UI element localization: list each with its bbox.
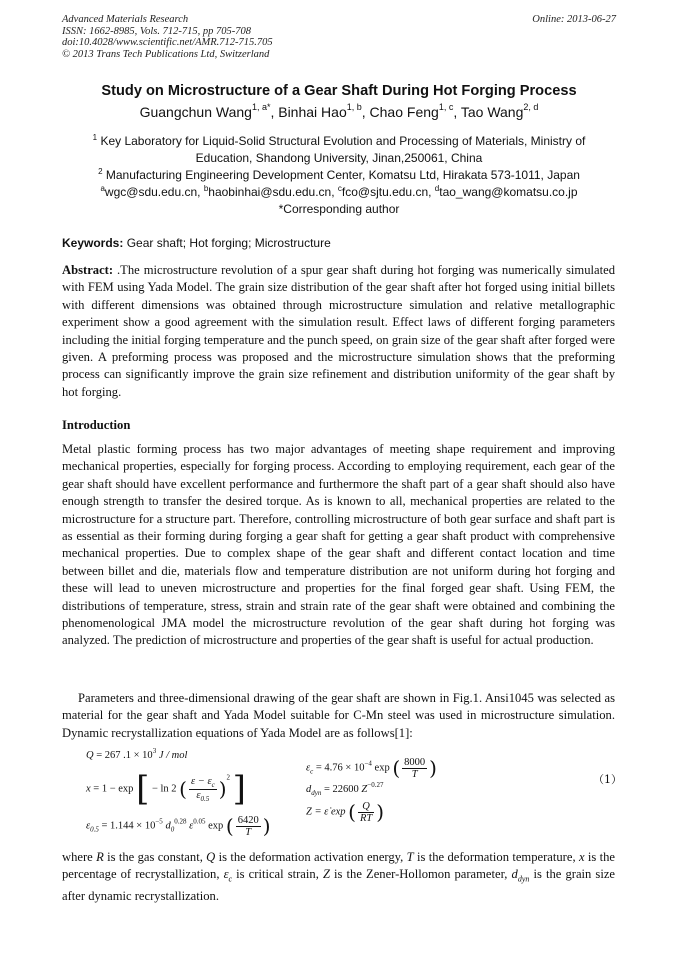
journal-name: Advanced Materials Research xyxy=(62,14,189,25)
eq-subscript: c xyxy=(310,767,314,776)
affiliation-1 xyxy=(0,133,678,167)
equation-ddyn xyxy=(306,781,383,797)
eq-fraction xyxy=(189,776,217,803)
affiliation-sup: 1 xyxy=(92,133,98,142)
email-address: haobinhai@sdu.edu.cn, xyxy=(208,185,338,199)
eq-symbol: Z xyxy=(361,784,368,795)
abstract-label: Abstract: xyxy=(62,263,114,277)
text-run: is the deformation activation energy, xyxy=(215,850,407,864)
eq-denominator: T xyxy=(411,768,418,780)
keywords-label: Keywords: xyxy=(62,236,124,250)
equation-ec xyxy=(306,756,437,780)
eq-paren: ( xyxy=(179,777,187,801)
doi-line: doi:10.4028/www.scientific.net/AMR.712-715.705 xyxy=(62,37,273,48)
text-run: is critical strain, xyxy=(232,867,323,882)
eq-symbol: ε xyxy=(306,762,311,774)
eq-paren: ( xyxy=(348,800,356,824)
email-sup: b xyxy=(203,184,209,193)
copyright-line: © 2013 Trans Tech Publications Ltd, Switzerland xyxy=(62,48,270,60)
eq-text: = 22600 xyxy=(323,784,359,795)
eq-fraction xyxy=(236,815,261,838)
eq-subscript: c xyxy=(211,780,215,789)
email-list xyxy=(0,184,678,201)
text-run: where xyxy=(62,850,97,864)
eq-denominator: T xyxy=(245,826,252,838)
eq-exponent: 2 xyxy=(226,773,231,782)
eq-text: = 267 .1 × 10 xyxy=(96,750,153,761)
affiliation-text: Key Laboratory for Liquid-Solid Structural Evolution and Processing of Materials, Ministry of xyxy=(100,134,586,148)
email-sup: d xyxy=(434,184,440,193)
email-sup: c xyxy=(337,184,342,193)
author-sup: 1, a* xyxy=(251,102,271,112)
eq-numerator: 8000 xyxy=(404,756,426,768)
running-header xyxy=(62,14,616,60)
email-address: wgc@sdu.edu.cn, xyxy=(104,185,204,199)
text-run: is the deformation temperature, xyxy=(413,850,579,864)
email-address: tao_wang@komatsu.co.jp xyxy=(439,185,578,199)
eq-symbol: x xyxy=(86,783,91,795)
math-symbol: R xyxy=(96,850,104,864)
eq-subscript: dyn xyxy=(311,789,322,797)
intro-paragraph-2: Parameters and three-dimensional drawing of the gear shaft are shown in Fig.1. Ansi1045 was selected as material for the gear shaft and Yada Model suitable for C-Mn steel was used in microstructure simulation. Dynamic recrystallization equations of Yada Model are as follows[1]: xyxy=(62,691,615,740)
math-symbol: ε xyxy=(223,867,229,882)
eq-bracket: ] xyxy=(232,769,246,809)
eq-symbol: ε xyxy=(86,820,91,832)
text-run: is the gas constant, xyxy=(103,850,207,864)
eq-paren: ) xyxy=(376,800,385,824)
equation-number: （1） xyxy=(593,773,622,786)
eq-text: = 1 − exp xyxy=(93,783,134,795)
abstract-text: .The microstructure revolution of a spur gear shaft during hot forging was numerically simulated with FEM using Yada Model. The grain size distribution of the gear shaft after hot forged using initial billets with different dimensions was obtained through microstructure simulation and relative metallographic experiment show a good agreement with the simulation result. Effect laws of different forging parameters including the initial forging temperature and the punch speed, on grain size of the gear shaft after forged were given. A preforming process was proposed and the microstructure simulation shows that the preforming process can significantly improve the grain size refinement and distribution uniformity of the gear shaft by hot forging. xyxy=(62,263,615,399)
eq-symbol: Q xyxy=(86,750,94,761)
author-name: Tao Wang xyxy=(460,104,524,120)
eq-paren: ) xyxy=(218,777,227,801)
eq-denominator: RT xyxy=(359,812,373,824)
eq-exponent: 0.28 xyxy=(174,817,187,826)
math-subscript: c xyxy=(228,874,233,884)
eq-numerator: Q xyxy=(358,801,374,813)
keywords-text: Gear shaft; Hot forging; Microstructure xyxy=(126,236,331,250)
eq-bracket: [ xyxy=(136,769,150,809)
author-list: Guangchun Wang$^{1, a*}$, Binhai Hao$^{1, b}$, Chao Feng$^{1, c}$, Tao Wang$^{2, d}$ xyxy=(139,102,539,120)
author-name: Chao Feng xyxy=(369,104,439,120)
eq-unit: J / mol xyxy=(158,750,188,761)
eq-numerator: ε − ε xyxy=(190,775,212,787)
email-address: fco@sjtu.edu.cn, xyxy=(341,185,435,199)
equation-q xyxy=(86,747,187,761)
eq-fraction xyxy=(402,757,427,780)
online-date: Online: 2013-06-27 xyxy=(532,14,616,25)
eq-text: = ε̇ exp xyxy=(314,806,346,818)
math-subscript: dyn xyxy=(517,874,530,884)
affiliation-text: Education, Shandong University, Jinan,250061, China xyxy=(195,151,483,165)
text-run: is the Zener-Hollomon parameter, xyxy=(329,867,512,882)
eq-exponent: −4 xyxy=(364,759,372,768)
affiliation-sup: 2 xyxy=(98,167,103,176)
equation-x xyxy=(86,769,246,809)
eq-exponent: 3 xyxy=(152,747,157,755)
eq-text: exp xyxy=(208,820,224,832)
eq-symbol: Z xyxy=(306,806,312,818)
affiliation-text: Manufacturing Engineering Development Center, Komatsu Ltd, Hirakata 573-1011, Japan xyxy=(105,168,580,182)
eq-symbol: d xyxy=(306,784,312,795)
where-paragraph xyxy=(62,849,615,906)
eq-exponent: −0.27 xyxy=(367,781,384,789)
eq-paren: ( xyxy=(392,756,401,780)
author-name: Binhai Hao xyxy=(278,104,347,120)
eq-paren: ( xyxy=(225,814,234,838)
equation-z xyxy=(306,800,384,824)
eq-text: − ln 2 xyxy=(151,783,177,795)
email-sup: a xyxy=(100,184,105,193)
eq-exponent: −5 xyxy=(155,817,163,826)
math-symbol: Q xyxy=(206,850,216,864)
section-heading: Introduction xyxy=(62,418,131,432)
eq-denominator: ε xyxy=(196,789,201,801)
corresponding-author: *Corresponding author xyxy=(278,202,400,216)
issn-line: ISSN: 1662-8985, Vols. 712-715, pp 705-708 xyxy=(62,25,251,37)
eq-subscript: 0.5 xyxy=(200,794,210,803)
text-run: is the percentage of recrystallization, xyxy=(62,850,615,882)
eq-fraction xyxy=(358,801,374,824)
eq-text: exp xyxy=(374,762,390,774)
math-symbol: x xyxy=(578,850,585,864)
abstract xyxy=(62,262,615,401)
math-symbol: Z xyxy=(322,867,330,882)
paper-title: Study on Microstructure of a Gear Shaft During Hot Forging Process xyxy=(101,83,577,99)
author-sup: 1, b xyxy=(346,102,362,112)
eq-numerator: 6420 xyxy=(237,814,259,826)
intro-paragraph-1: Metal plastic forming process has two major advantages of meeting shape requirement and improving mechanical properties, especially for forging process. According to employing requirement, each gear of the gear shaft should have excellent performance and furthermore the shaft part of a gear shaft should also have enough strength to transfer the desired torque. As is known to all, mechanical properties are related to the microstructure for a structure part. Therefore, controlling microstructure of both gear surface and shaft part is as essential as their forming during forging a gear shaft for getting a gear shaft product with comprehensive mechanical properties. Due to complex shape of the gear shaft and different contact location and time between billet and die, materials flow and temperature distribution are not uniform during hot forging and these will lead to uneven microstructure and properties for the final forged gear shaft. Using FEM, the distributions of temperature, stress, strain and strain rate of the gear shaft were obtained and combining the phenomenological JMA model the microstructure revolution of the gear shaft during hot forging was analyzed. The prediction of microstructure and properties of the gear shaft is useful for actual production. xyxy=(62,442,615,648)
eq-symbol: d xyxy=(165,820,171,832)
eq-text: = 4.76 × 10 xyxy=(315,762,365,774)
eq-paren: ) xyxy=(429,756,437,780)
author-sup: 2, d xyxy=(523,102,539,112)
equation-e05: $\varepsilon_{0.5} = 1.144 \times 10^{-5}$ $d_0^{0.28}$ $\varepsilon^{0.05}$ exp ( $\frac{6420}{T}$ ) xyxy=(86,814,271,838)
eq-exponent: 0.05 xyxy=(193,817,206,826)
keywords xyxy=(62,236,616,250)
eq-subscript: 0 xyxy=(170,825,175,834)
math-symbol: d xyxy=(511,867,518,882)
author-sup: 1, c xyxy=(438,102,454,112)
eq-text: = 1.144 × 10 xyxy=(101,820,156,832)
text-run: is the grain size after dynamic recrystallization. xyxy=(62,867,615,904)
math-symbol: T xyxy=(406,850,414,864)
eq-subscript: 0.5 xyxy=(90,825,99,834)
affiliation-2 xyxy=(0,167,678,184)
author-name: Guangchun Wang xyxy=(139,104,252,120)
eq-paren: ) xyxy=(262,814,271,838)
